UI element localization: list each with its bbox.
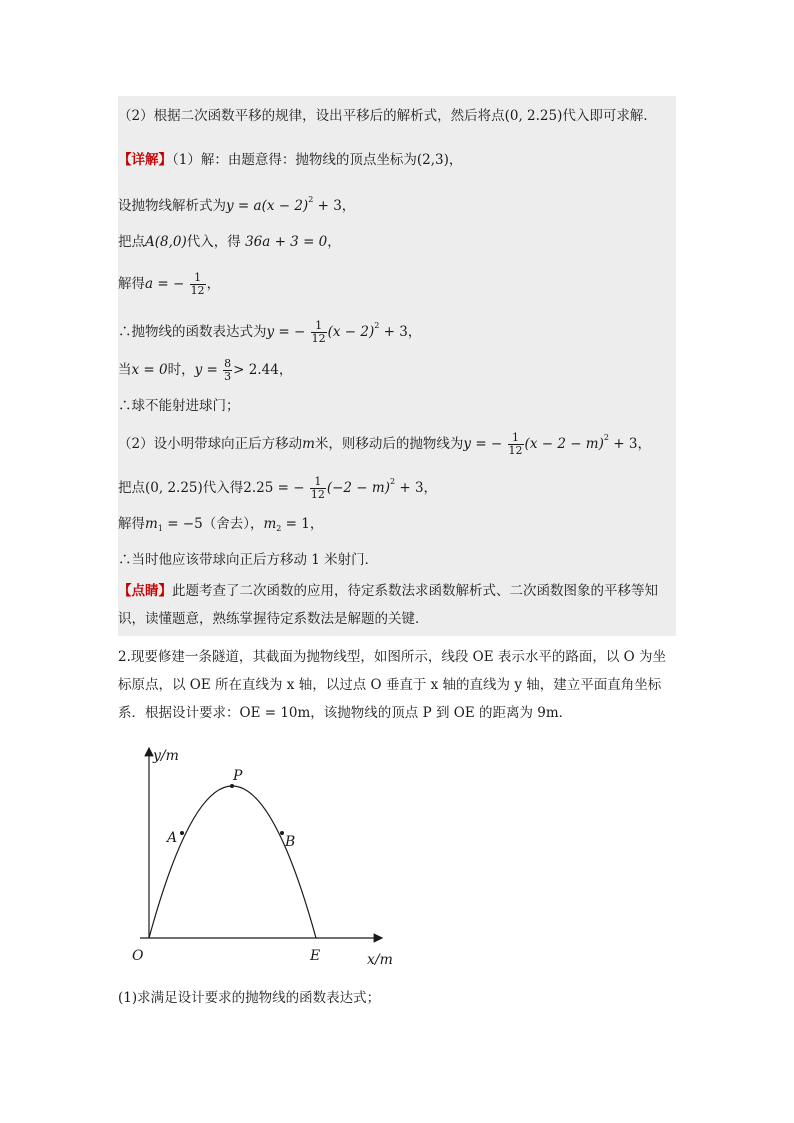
point-P-label: P: [233, 768, 243, 784]
when-x-zero-line: [118, 358, 292, 383]
part2-tail: + 3，: [608, 436, 651, 452]
set-form-prefix: 设抛物线解析式为: [118, 198, 226, 214]
comment-text: 此题考查了二次函数的应用，待定系数法求函数解析式、二次函数图象的平移等知识，读懂题意，熟练掌握待定系数法是解题的关键．: [118, 583, 658, 627]
part2-m: m: [302, 436, 315, 452]
solve-m-prefix: 解得: [118, 516, 145, 532]
set-form-tail: + 3，: [313, 198, 356, 214]
exponent: 2: [308, 195, 314, 204]
sub-A-equation: 36a + 3 = 0: [245, 234, 328, 250]
sub-A-prefix: 把点: [118, 234, 145, 250]
x-axis-label: x/m: [367, 952, 393, 968]
point-E-label: E: [310, 948, 321, 964]
exponent: 2: [603, 433, 609, 442]
solve-a-lhs: a = −: [145, 276, 185, 292]
m1-value: = −5（舍去），: [162, 516, 264, 532]
exponent: 2: [374, 321, 380, 330]
exponent: 2: [389, 477, 396, 486]
fraction-eight-thirds: $\frac{8}{3}$: [224, 357, 232, 383]
subscript-2: 2: [276, 524, 282, 533]
part2-lhs: y = −: [463, 436, 503, 452]
when-tail: ，: [278, 362, 293, 378]
when-mid: 时，: [167, 362, 195, 378]
when-compare: > 2.44: [233, 362, 279, 378]
sub-B-lhs: 2.25 = −: [243, 480, 305, 496]
fraction-one-twelfth: $\frac{1}{12}$: [508, 431, 523, 457]
hint-part2: （2）根据二次函数平移的规律，设出平移后的解析式，然后将点(0, 2.25)代入即可求解．: [118, 108, 657, 124]
expr-body: (x − 2): [327, 324, 375, 340]
comment-tag: 【点睛】: [118, 583, 172, 599]
point-P-dot: [230, 784, 234, 788]
sub-B-point: (0, 2.25): [145, 480, 203, 496]
set-form-expr: y = a(x − 2): [226, 198, 309, 214]
substitute-point-line: [118, 472, 437, 501]
parabola-curve: [149, 786, 316, 938]
solve-a-prefix: 解得: [118, 276, 145, 292]
set-form-line: [118, 190, 355, 216]
point-A-label: A: [167, 830, 178, 846]
when-cond: x = 0: [131, 362, 168, 378]
problem-2-statement: 2.现要修建一条隧道，其截面为抛物线型，如图所示，线段 OE 表示水平的路面，以 O 为坐标原点，以 OE 所在直线为 x 轴，以过点 O 垂直于 x 轴的直线为 y 轴，建立平面直角坐标系．根据设计要求：OE = 10m，该抛物线的顶点 P 到 OE 的距离为 9m．: [118, 649, 667, 721]
expr-lhs: y = −: [266, 324, 306, 340]
detail-tag: 【详解】: [118, 152, 172, 168]
fraction-one-twelfth: $\frac{1}{12}$: [310, 475, 325, 501]
function-expression-line: [118, 316, 421, 345]
sub-B-prefix: 把点: [118, 480, 145, 496]
comment-paragraph: [118, 577, 678, 633]
sub-B-tail: + 3，: [395, 480, 438, 496]
m2: m: [263, 516, 277, 532]
sub-A-mid: 代入，得: [186, 234, 241, 250]
sub-A-tail: ，: [327, 234, 341, 250]
when-prefix: 当: [118, 362, 132, 378]
fraction-one-twelfth: $\frac{1}{12}$: [190, 271, 205, 297]
fraction-one-twelfth: $\frac{1}{12}$: [311, 319, 326, 345]
detail-line-1: [118, 150, 462, 170]
substitute-A-line: [118, 232, 341, 252]
sub-B-body: (−2 − m): [326, 480, 390, 496]
solve-a-line: [118, 272, 220, 297]
solve-a-tail: ，: [206, 276, 221, 292]
point-A-dot: [180, 831, 184, 835]
part2-body: (x − 2 − m): [524, 436, 604, 452]
part2-mid: 米，则移动后的抛物线为: [314, 436, 464, 452]
m1: m: [145, 516, 158, 532]
origin-label: O: [132, 948, 144, 964]
question-1: (1)求满足设计要求的抛物线的函数表达式；: [118, 990, 381, 1006]
y-axis-label: y/m: [153, 748, 179, 764]
point-B-dot: [280, 831, 284, 835]
m2-value: = 1，: [281, 516, 324, 532]
parabola-figure: [120, 742, 400, 982]
part2-prefix: （2）设小明带球向正后方移动: [118, 436, 303, 452]
no-goal-line: ∴球不能射进球门；: [118, 398, 240, 414]
subscript-1: 1: [157, 524, 163, 533]
detail-text: （1）解：由题意得：抛物线的顶点坐标为(2,3)，: [172, 152, 463, 168]
part2-setup-line: [118, 428, 651, 457]
point-B-label: B: [285, 834, 296, 850]
expr-tail: + 3，: [379, 324, 422, 340]
sub-B-mid: 代入得: [202, 480, 244, 496]
solve-m-line: [118, 514, 323, 539]
point-A-coord: A(8,0): [145, 234, 187, 250]
when-y: y =: [194, 362, 218, 378]
expr-prefix: ∴抛物线的函数表达式为: [118, 324, 267, 340]
conclusion-line: ∴当时他应该带球向正后方移动 1 米射门．: [118, 552, 379, 568]
